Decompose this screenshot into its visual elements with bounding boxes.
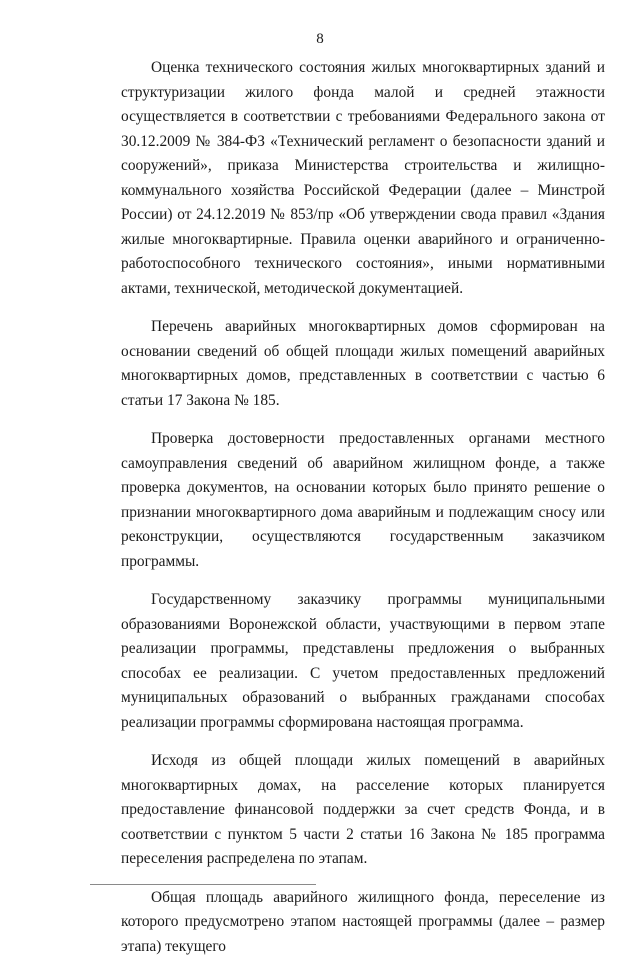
paragraph-technical-assessment: Оценка технического состояния жилых многоквартирных зданий и структуризации жилого фонда малой и средней этажности осуществляется в соответствии с требованиями Федерального закона от 30.12.2009 № 384-ФЗ «Технический регламент о безопасности зданий и сооружений», приказа Министерства строительства и жилищно-коммунального хозяйства Российской Федерации (далее – Минстрой России) от 24.12.2019 № 853/пр «Об утверждении свода правил «Здания жилые многоквартирные. Правила оценки аварийного и ограниченно-работоспособного технического состояния», иными нормативными актами, технической, методической документацией. <box>121 59 605 297</box>
document-body <box>121 56 605 973</box>
paragraph-verification: Проверка достоверности предоставленных органами местного самоуправления сведений об аварийном жилищном фонде, а также проверка документов, на основании которых было принято решение о признании многоквартирного дома аварийным и подлежащим сносу или реконструкции, осуществляются государственным заказчиком программы. <box>121 430 605 570</box>
paragraph-municipal-proposals: Государственному заказчику программы муниципальными образованиями Воронежской области, участвующими в первом этапе реализации программы, представлены предложения о выбранных способах ее реализации. С учетом предоставленных предложений муниципальных образований о выбранных гражданами способах реализации программы сформирована настоящая программа. <box>121 591 605 731</box>
paragraph-program-stages: Исходя из общей площади жилых помещений в аварийных многоквартирных домах, на расселение которых планируется предоставление финансовой поддержки за счет средств Фонда, и в соответствии с пунктом 5 части 2 статьи 16 Закона № 185 программа переселения распределена по этапам. <box>121 752 605 867</box>
page-number: 8 <box>316 31 324 47</box>
paragraph-emergency-list: Перечень аварийных многоквартирных домов сформирован на основании сведений об общей площади жилых помещений аварийных многоквартирных домов, представленных в соответствии с частью 6 статьи 17 Закона № 185. <box>121 318 605 409</box>
paragraph-stage-size: Общая площадь аварийного жилищного фонда, переселение из которого предусмотрено этапом настоящей программы (далее – размер этапа) текущего <box>121 888 605 955</box>
footer-divider <box>90 884 316 885</box>
